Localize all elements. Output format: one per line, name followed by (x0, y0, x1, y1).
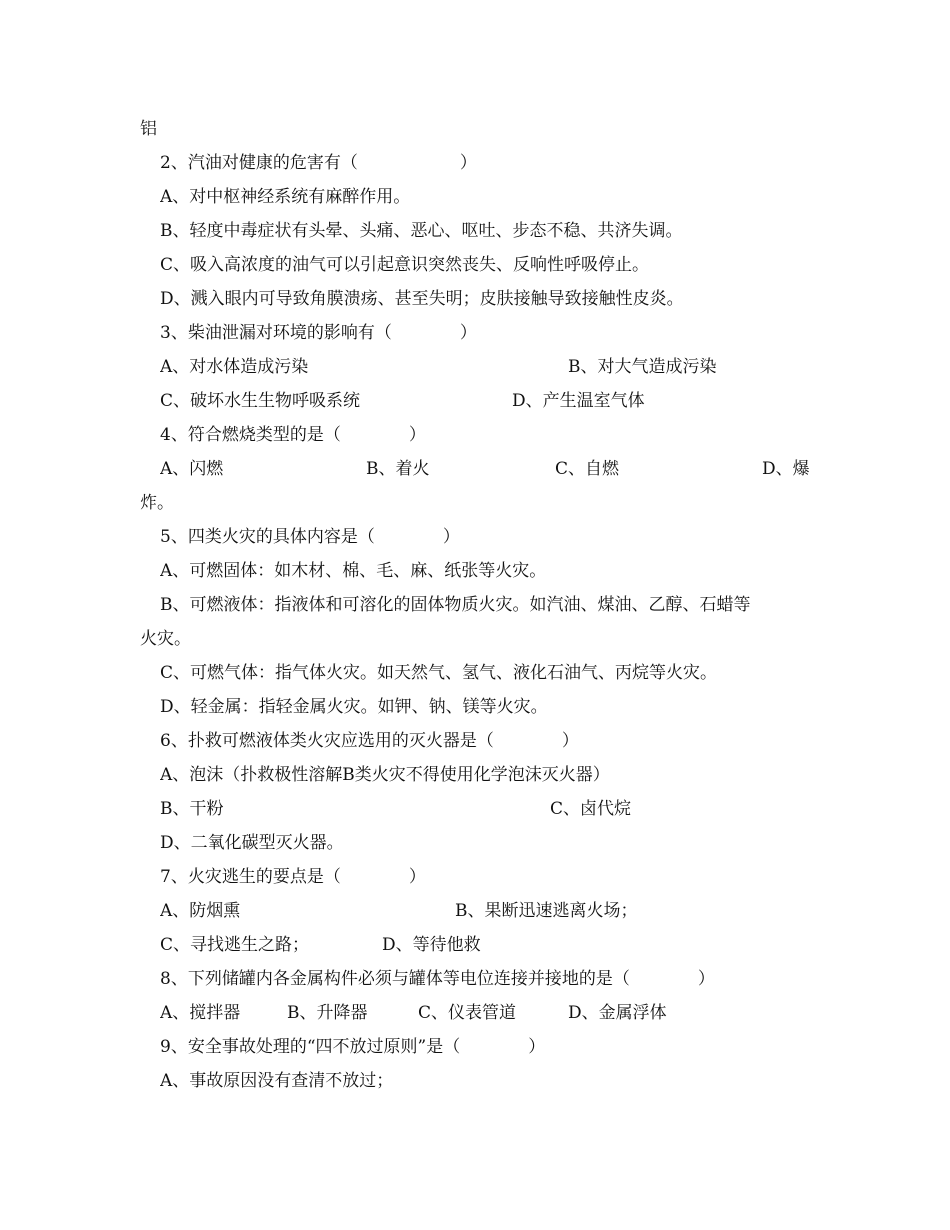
option-4c: C、自燃 (555, 459, 620, 479)
option-4b: B、着火 (366, 459, 430, 479)
option-6c: C、卤代烷 (550, 799, 632, 819)
option-5b: B、可燃液体：指液体和可溶化的固体物质火灾。如汽油、煤油、乙醇、石蜡等 (160, 595, 751, 615)
options-row-4 (160, 452, 820, 486)
option-3a: A、对水体造成污染 (160, 357, 309, 377)
option-8c: C、仪表管道 (418, 1003, 517, 1023)
question-4: 4、符合燃烧类型的是（ ） (160, 425, 426, 445)
option-5a: A、可燃固体：如木材、棉、毛、麻、纸张等火灾。 (160, 561, 547, 581)
option-2d: D、溅入眼内可导致角膜溃疡、甚至失明；皮肤接触导致接触性皮炎。 (160, 289, 684, 309)
option-7c: C、寻找逃生之路； (160, 935, 310, 955)
option-8b: B、升降器 (287, 1003, 368, 1023)
question-3: 3、柴油泄漏对环境的影响有（ ） (160, 323, 477, 343)
options-row-3cd (160, 384, 820, 418)
option-6d: D、二氧化碳型灭火器。 (160, 833, 344, 853)
option-4d-wrap: 炸。 (140, 493, 174, 513)
option-6a: A、泡沫（扑救极性溶解B类火灾不得使用化学泡沫灭火器） (160, 765, 610, 785)
option-7d: D、等待他救 (382, 935, 481, 955)
option-2a: A、对中枢神经系统有麻醉作用。 (160, 187, 411, 207)
question-8: 8、下列储罐内各金属构件必须与罐体等电位连接并接地的是（ ） (160, 969, 715, 989)
question-2: 2、汽油对健康的危害有（ ） (160, 153, 477, 173)
option-3c: C、破坏水生生物呼吸系统 (160, 391, 361, 411)
option-3b: B、对大气造成污染 (568, 357, 717, 377)
option-3d: D、产生温室气体 (512, 391, 645, 411)
option-8d: D、金属浮体 (568, 1003, 667, 1023)
option-4a: A、闪燃 (160, 459, 224, 479)
option-9a: A、事故原因没有查清不放过； (160, 1071, 394, 1091)
question-5: 5、四类火灾的具体内容是（ ） (160, 527, 460, 547)
question-6: 6、扑救可燃液体类火灾应选用的灭火器是（ ） (160, 731, 579, 751)
question-7: 7、火灾逃生的要点是（ ） (160, 867, 426, 887)
options-row-3ab (160, 350, 820, 384)
option-7b: B、果断迅速逃离火场； (455, 901, 638, 921)
option-2b: B、轻度中毒症状有头晕、头痛、恶心、呕吐、步态不稳、共济失调。 (160, 221, 683, 241)
option-4d: D、爆 (762, 459, 810, 479)
option-7a: A、防烟熏 (160, 901, 241, 921)
option-2c: C、吸入高浓度的油气可以引起意识突然丧失、反响性呼吸停止。 (160, 255, 650, 275)
continuation-text: 铝 (140, 119, 157, 139)
option-6b: B、干粉 (160, 799, 224, 819)
option-5b-wrap: 火灾。 (140, 629, 191, 649)
option-8a: A、搅拌器 (160, 1003, 241, 1023)
options-row-7cd (160, 928, 820, 962)
options-row-6bc (160, 792, 820, 826)
options-row-7ab (160, 894, 820, 928)
option-5c: C、可燃气体：指气体火灾。如天然气、氢气、液化石油气、丙烷等火灾。 (160, 663, 718, 683)
option-5d: D、轻金属：指轻金属火灾。如钾、钠、镁等火灾。 (160, 697, 548, 717)
options-row-8 (160, 996, 820, 1030)
question-9: 9、安全事故处理的“四不放过原则”是（ ） (160, 1037, 546, 1057)
